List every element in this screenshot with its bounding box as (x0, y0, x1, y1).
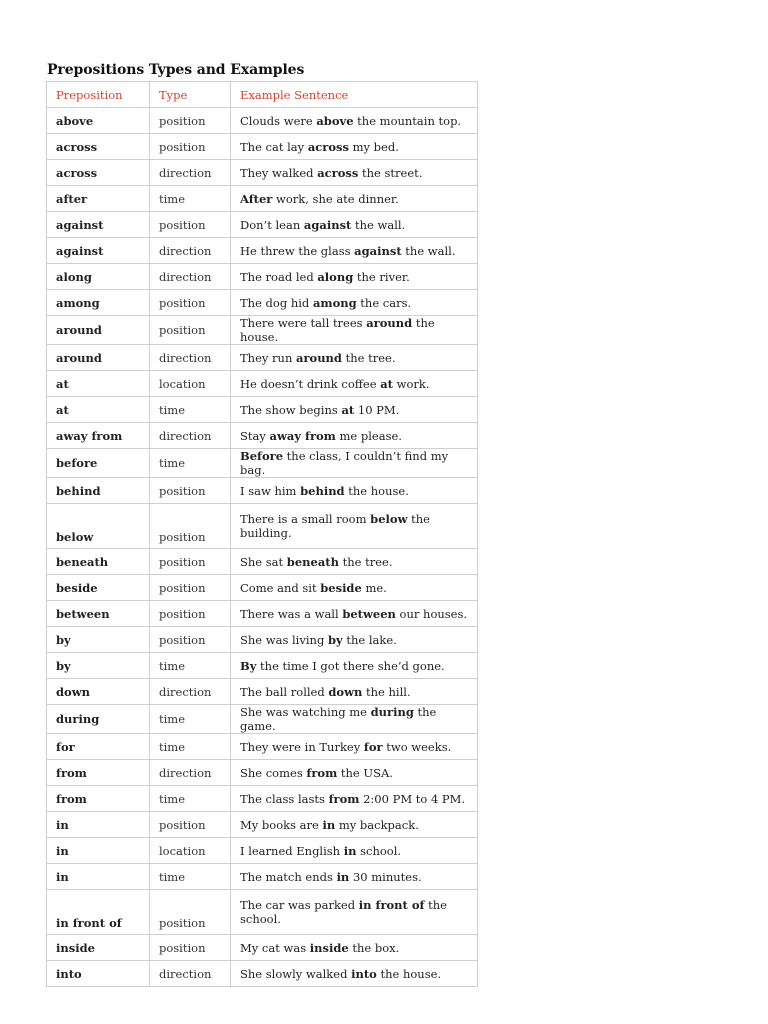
table-row (47, 160, 478, 186)
sentence-text: There were tall trees (240, 316, 367, 330)
type-cell: position (150, 212, 231, 238)
example-sentence-cell (231, 653, 478, 679)
type-cell: position (150, 601, 231, 627)
type-cell: time (150, 864, 231, 890)
page-title: Prepositions Types and Examples (47, 62, 305, 78)
preposition-cell: around (47, 316, 150, 345)
example-sentence-cell (231, 838, 478, 864)
example-sentence-cell (231, 812, 478, 838)
example-sentence-cell (231, 134, 478, 160)
table-row (47, 812, 478, 838)
preposition-cell: from (47, 786, 150, 812)
table-row (47, 601, 478, 627)
preposition-cell: at (47, 397, 150, 423)
example-sentence-cell (231, 160, 478, 186)
example-sentence-cell (231, 890, 478, 935)
highlighted-preposition: inside (309, 940, 349, 955)
type-cell: position (150, 549, 231, 575)
highlighted-preposition: in (336, 869, 350, 884)
preposition-cell: against (47, 238, 150, 264)
sentence-text: My cat was (240, 940, 310, 955)
sentence-text: They were in Turkey (240, 739, 364, 754)
sentence-text: They walked (240, 165, 318, 180)
sentence-text: The match ends (240, 869, 337, 884)
highlighted-preposition: between (342, 606, 396, 621)
sentence-text: the house. (240, 316, 435, 344)
sentence-text: The car was parked (240, 898, 359, 912)
type-cell: direction (150, 238, 231, 264)
example-sentence-cell (231, 345, 478, 371)
table-row (47, 397, 478, 423)
sentence-text: the house. (344, 483, 409, 498)
table-row (47, 838, 478, 864)
example-sentence-cell (231, 478, 478, 504)
table-row (47, 504, 478, 549)
preposition-cell: below (47, 504, 150, 549)
table-row (47, 890, 478, 935)
sentence-text: the school. (240, 898, 447, 926)
type-cell: position (150, 290, 231, 316)
sentence-text: work, she ate dinner. (272, 191, 399, 206)
example-sentence-cell (231, 627, 478, 653)
preposition-cell: between (47, 601, 150, 627)
highlighted-preposition: at (341, 402, 355, 417)
preposition-cell: against (47, 212, 150, 238)
highlighted-preposition: against (354, 243, 402, 258)
highlighted-preposition: into (351, 966, 377, 981)
example-sentence-cell (231, 397, 478, 423)
example-sentence-cell (231, 212, 478, 238)
example-sentence-cell (231, 371, 478, 397)
example-sentence-cell (231, 935, 478, 961)
sentence-text: the lake. (342, 632, 397, 647)
type-cell: position (150, 812, 231, 838)
highlighted-preposition: By (240, 658, 257, 673)
type-cell: direction (150, 961, 231, 987)
type-cell: position (150, 478, 231, 504)
sentence-text: the time I got there she’d gone. (256, 658, 445, 673)
example-sentence-cell (231, 679, 478, 705)
sentence-text: They run (240, 350, 297, 365)
type-cell: time (150, 705, 231, 734)
preposition-cell: for (47, 734, 150, 760)
highlighted-preposition: along (317, 269, 354, 284)
table-row (47, 653, 478, 679)
sentence-text: Stay (240, 428, 270, 443)
highlighted-preposition: behind (300, 483, 345, 498)
type-cell: location (150, 371, 231, 397)
highlighted-preposition: from (306, 765, 338, 780)
example-sentence-cell (231, 864, 478, 890)
preposition-cell: along (47, 264, 150, 290)
type-cell: position (150, 627, 231, 653)
sentence-text: the mountain top. (353, 113, 462, 128)
sentence-text: My books are (240, 817, 323, 832)
sentence-text: The show begins (240, 402, 342, 417)
sentence-text: my bed. (348, 139, 399, 154)
highlighted-preposition: in (343, 843, 357, 858)
table-row (47, 760, 478, 786)
table-header-row (47, 82, 478, 108)
table-row (47, 549, 478, 575)
sentence-text: She comes (240, 765, 307, 780)
preposition-cell: into (47, 961, 150, 987)
prepositions-table (46, 81, 478, 987)
highlighted-preposition: by (327, 632, 343, 647)
table-row (47, 423, 478, 449)
table-row (47, 786, 478, 812)
type-cell: time (150, 397, 231, 423)
highlighted-preposition: in (322, 817, 336, 832)
sentence-text: the building. (240, 512, 430, 540)
sentence-text: 10 PM. (354, 402, 400, 417)
sentence-text: He doesn’t drink coffee (240, 376, 381, 391)
type-cell: location (150, 838, 231, 864)
highlighted-preposition: down (328, 684, 363, 699)
preposition-cell: across (47, 160, 150, 186)
sentence-text: work. (392, 376, 430, 391)
type-cell: time (150, 734, 231, 760)
table-row (47, 679, 478, 705)
type-cell: position (150, 316, 231, 345)
sentence-text: The ball rolled (240, 684, 329, 699)
sentence-text: Come and sit (240, 580, 321, 595)
type-cell: direction (150, 345, 231, 371)
preposition-cell: by (47, 627, 150, 653)
example-sentence-cell (231, 705, 478, 734)
sentence-text: the tree. (341, 350, 396, 365)
preposition-cell: in front of (47, 890, 150, 935)
sentence-text: Don’t lean (240, 217, 304, 232)
sentence-text: two weeks. (382, 739, 452, 754)
header-example-sentence: Example Sentence (231, 82, 478, 108)
sentence-text: the USA. (337, 765, 393, 780)
example-sentence-cell (231, 786, 478, 812)
table-row (47, 935, 478, 961)
preposition-cell: during (47, 705, 150, 734)
table-row (47, 108, 478, 134)
sentence-text: Clouds were (240, 113, 317, 128)
table-row (47, 238, 478, 264)
example-sentence-cell (231, 734, 478, 760)
sentence-text: The class lasts (240, 791, 329, 806)
type-cell: position (150, 504, 231, 549)
table-row (47, 371, 478, 397)
example-sentence-cell (231, 449, 478, 478)
sentence-text: I learned English (240, 843, 344, 858)
preposition-cell: before (47, 449, 150, 478)
example-sentence-cell (231, 316, 478, 345)
sentence-text: the river. (353, 269, 410, 284)
highlighted-preposition: in front of (358, 898, 425, 912)
sentence-text: the hill. (362, 684, 411, 699)
type-cell: position (150, 134, 231, 160)
example-sentence-cell (231, 423, 478, 449)
highlighted-preposition: around (296, 350, 342, 365)
sentence-text: the cars. (356, 295, 412, 310)
highlighted-preposition: at (380, 376, 393, 391)
highlighted-preposition: against (303, 217, 352, 232)
table-row (47, 705, 478, 734)
preposition-cell: among (47, 290, 150, 316)
type-cell: position (150, 890, 231, 935)
example-sentence-cell (231, 961, 478, 987)
type-cell: position (150, 935, 231, 961)
type-cell: direction (150, 160, 231, 186)
preposition-cell: around (47, 345, 150, 371)
sentence-text: 30 minutes. (349, 869, 422, 884)
preposition-cell: beside (47, 575, 150, 601)
table-row (47, 134, 478, 160)
highlighted-preposition: After (240, 191, 273, 206)
highlighted-preposition: during (370, 705, 414, 719)
sentence-text: There was a wall (240, 606, 343, 621)
type-cell: time (150, 786, 231, 812)
table-body (47, 108, 478, 987)
sentence-text: me please. (335, 428, 402, 443)
preposition-cell: by (47, 653, 150, 679)
preposition-cell: beneath (47, 549, 150, 575)
table-row (47, 186, 478, 212)
table-row (47, 449, 478, 478)
type-cell: time (150, 186, 231, 212)
type-cell: direction (150, 679, 231, 705)
table-row (47, 290, 478, 316)
highlighted-preposition: beside (320, 580, 362, 595)
sentence-text: The cat lay (240, 139, 308, 154)
type-cell: position (150, 575, 231, 601)
sentence-text: the wall. (401, 243, 456, 258)
table-row (47, 734, 478, 760)
highlighted-preposition: around (366, 316, 413, 330)
preposition-cell: across (47, 134, 150, 160)
table-row (47, 345, 478, 371)
type-cell: time (150, 653, 231, 679)
type-cell: direction (150, 760, 231, 786)
sentence-text: 2:00 PM to 4 PM. (359, 791, 466, 806)
type-cell: time (150, 449, 231, 478)
table-row (47, 212, 478, 238)
example-sentence-cell (231, 108, 478, 134)
example-sentence-cell (231, 575, 478, 601)
example-sentence-cell (231, 601, 478, 627)
example-sentence-cell (231, 504, 478, 549)
example-sentence-cell (231, 186, 478, 212)
sentence-text: He threw the glass (240, 243, 355, 258)
highlighted-preposition: below (370, 512, 408, 526)
highlighted-preposition: away from (269, 428, 336, 443)
table-row (47, 264, 478, 290)
example-sentence-cell (231, 238, 478, 264)
preposition-cell: at (47, 371, 150, 397)
preposition-cell: away from (47, 423, 150, 449)
table-row (47, 316, 478, 345)
example-sentence-cell (231, 264, 478, 290)
sentence-text: the box. (348, 940, 400, 955)
header-type: Type (150, 82, 231, 108)
sentence-text: There is a small room (240, 512, 371, 526)
preposition-cell: inside (47, 935, 150, 961)
table-row (47, 478, 478, 504)
sentence-text: our houses. (395, 606, 468, 621)
table-row (47, 961, 478, 987)
preposition-cell: from (47, 760, 150, 786)
sentence-text: the house. (376, 966, 442, 981)
sentence-text: the wall. (351, 217, 406, 232)
preposition-cell: above (47, 108, 150, 134)
header-preposition: Preposition (47, 82, 150, 108)
sentence-text: school. (356, 843, 402, 858)
type-cell: direction (150, 264, 231, 290)
sentence-text: my backpack. (335, 817, 419, 832)
sentence-text: She was watching me (240, 705, 371, 719)
example-sentence-cell (231, 760, 478, 786)
sentence-text: The road led (240, 269, 318, 284)
highlighted-preposition: beneath (286, 554, 339, 569)
preposition-cell: in (47, 864, 150, 890)
sentence-text: the tree. (338, 554, 393, 569)
preposition-cell: in (47, 812, 150, 838)
sentence-text: I saw him (240, 483, 301, 498)
example-sentence-cell (231, 549, 478, 575)
sentence-text: the game. (240, 705, 437, 733)
sentence-text: the class, I couldn’t find my bag. (240, 449, 449, 477)
highlighted-preposition: Before (240, 449, 284, 463)
table-row (47, 864, 478, 890)
preposition-cell: behind (47, 478, 150, 504)
highlighted-preposition: for (363, 739, 383, 754)
sentence-text: She was living (240, 632, 328, 647)
preposition-cell: in (47, 838, 150, 864)
sentence-text: the street. (358, 165, 423, 180)
sentence-text: She sat (240, 554, 287, 569)
table-row (47, 627, 478, 653)
sentence-text: The dog hid (240, 295, 313, 310)
preposition-cell: after (47, 186, 150, 212)
example-sentence-cell (231, 290, 478, 316)
table-row (47, 575, 478, 601)
preposition-cell: down (47, 679, 150, 705)
sentence-text: She slowly walked (240, 966, 352, 981)
highlighted-preposition: from (328, 791, 360, 806)
highlighted-preposition: above (316, 113, 354, 128)
sentence-text: me. (361, 580, 387, 595)
type-cell: position (150, 108, 231, 134)
highlighted-preposition: across (317, 165, 359, 180)
type-cell: direction (150, 423, 231, 449)
highlighted-preposition: among (312, 295, 357, 310)
highlighted-preposition: across (307, 139, 349, 154)
